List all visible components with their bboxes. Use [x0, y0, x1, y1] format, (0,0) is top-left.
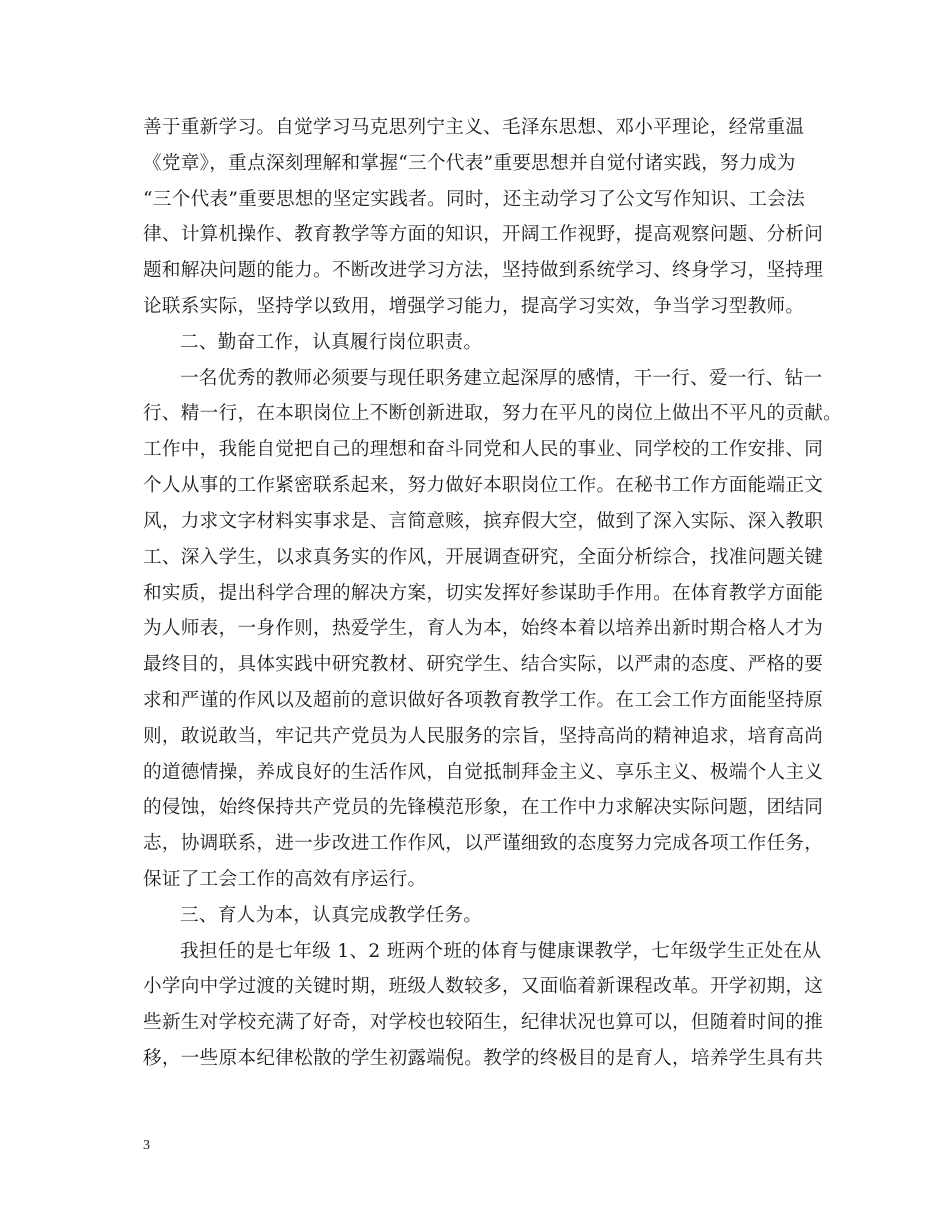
- text-line: 律、计算机操作、教育教学等方面的知识，开阔工作视野，提高观察问题、分析问: [143, 224, 824, 245]
- text-line: 则，敢说敢当，牢记共产党员为人民服务的宗旨，坚持高尚的精神追求，培育高尚: [143, 726, 824, 747]
- text-line: 个人从事的工作紧密联系起来，努力做好本职岗位工作。在秘书工作方面能端正文: [143, 475, 824, 496]
- section-heading: 二、勤奋工作，认真履行岗位职责。: [180, 332, 483, 353]
- text-line: 题和解决问题的能力。不断改进学习方法，坚持做到系统学习、终身学习，坚持理: [143, 260, 824, 281]
- text-line: 志，协调联系，进一步改进工作作风，以严谨细致的态度努力完成各项工作任务，: [143, 833, 824, 854]
- text-line: 为人师表，一身作则，热爱学生，育人为本，始终本着以培养出新时期合格人才为: [143, 618, 824, 639]
- text-line: 和实质，提出科学合理的解决方案，切实发挥好参谋助手作用。在体育教学方面能: [143, 583, 824, 604]
- text-line: 一名优秀的教师必须要与现任职务建立起深厚的感情，干一行、爱一行、钻一: [180, 368, 823, 389]
- text-line: 风，力求文字材料实事求是、言简意赅，摈弃假大空，做到了深入实际、深入教职: [143, 511, 824, 532]
- section-heading: 三、育人为本，认真完成教学任务。: [180, 905, 483, 926]
- text-line: 工、深入学生，以求真务实的作风，开展调查研究，全面分析综合，找准问题关键: [143, 547, 824, 568]
- text-line: 论联系实际，坚持学以致用，增强学习能力，提高学习实效，争当学习型教师。: [143, 296, 805, 317]
- text-line: 保证了工会工作的高效有序运行。: [143, 869, 427, 890]
- text-line: 善于重新学习。自觉学习马克思列宁主义、毛泽东思想、邓小平理论，经常重温: [143, 117, 805, 138]
- text-line: 行、精一行，在本职岗位上不断创新进取，努力在平凡的岗位上做出不平凡的贡献。: [143, 403, 843, 424]
- text-line: “三个代表”重要思想的坚定实践者。同时，还主动学习了公文写作知识、工会法: [143, 189, 805, 210]
- text-line: 的侵蚀，始终保持共产党员的先锋模范形象，在工作中力求解决实际问题，团结同: [143, 797, 824, 818]
- text-line: 《党章》，重点深刻理解和掌握“三个代表”重要思想并自觉付诸实践，努力成为: [143, 153, 796, 174]
- text-line: 移，一些原本纪律松散的学生初露端倪。教学的终极目的是育人，培养学生具有共: [143, 1048, 824, 1069]
- page-number: 3: [143, 1138, 150, 1153]
- text-line: 工作中，我能自觉把自己的理想和奋斗同党和人民的事业、同学校的工作安排、同: [143, 439, 824, 460]
- text-line: 求和严谨的作风以及超前的意识做好各项教育教学工作。在工会工作方面能坚持原: [143, 690, 824, 711]
- text-line: 小学向中学过渡的关键时期，班级人数较多，又面临着新课程改革。开学初期，这: [143, 976, 824, 997]
- text-line: 我担任的是七年级 1、2 班两个班的体育与健康课教学，七年级学生正处在从: [180, 941, 822, 962]
- text-line: 最终目的，具体实践中研究教材、研究学生、结合实际，以严肃的态度、严格的要: [143, 654, 824, 675]
- text-line: 的道德情操，养成良好的生活作风，自觉抵制拜金主义、享乐主义、极端个人主义: [143, 762, 824, 783]
- text-line: 些新生对学校充满了好奇，对学校也较陌生，纪律状况也算可以，但随着时间的推: [143, 1012, 824, 1033]
